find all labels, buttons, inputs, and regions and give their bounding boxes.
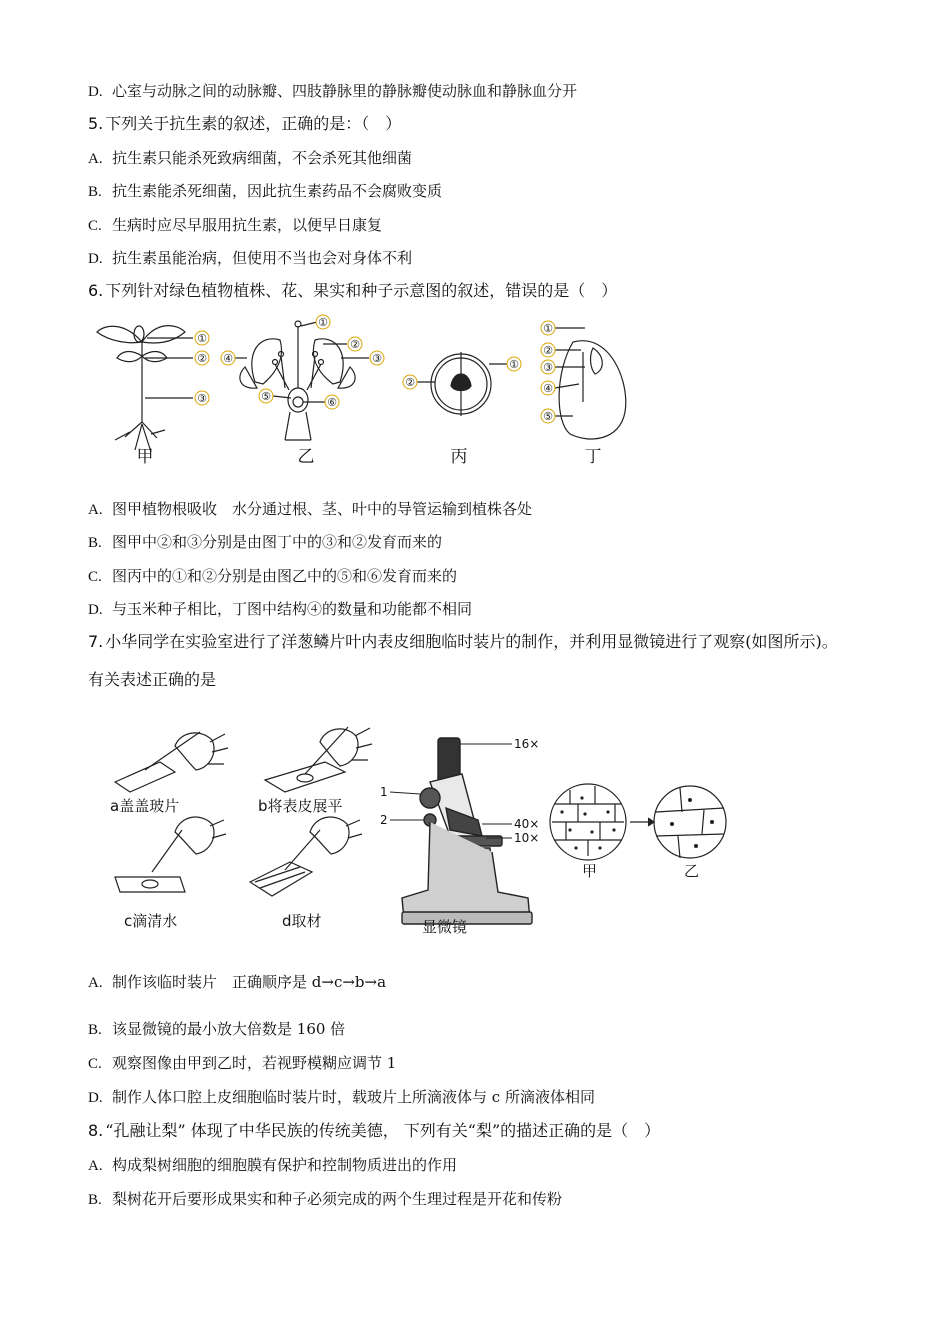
question-text: 下列关于抗生素的叙述，正确的是：（ ） [105, 114, 402, 133]
q6-plant-figure [85, 312, 645, 472]
q6-option-b [88, 532, 442, 553]
caption-bing: 丙 [450, 447, 468, 467]
option-text: 制作人体口腔上皮细胞临时装片时，载玻片上所滴液体与 c 所滴液体相同 [112, 1088, 595, 1106]
q7-stem-line2 [88, 670, 216, 690]
question-text: 下列针对绿色植物植株、花、果实和种子示意图的叙述，错误的是（ ） [105, 281, 618, 300]
option-label: D. [88, 251, 103, 267]
q7-option-a [88, 972, 386, 993]
flower-diagram [235, 321, 369, 440]
knob-1-label: 1 [380, 785, 388, 799]
option-label: A. [88, 975, 103, 991]
step-c-illustration [115, 817, 226, 892]
q8-option-a [88, 1155, 457, 1176]
q7-option-d [88, 1087, 595, 1108]
option-text: 构成梨树细胞的细胞膜有保护和控制物质进出的作用 [112, 1156, 458, 1174]
option-label: B. [88, 1022, 102, 1038]
step-b-label: b将表皮展平 [258, 797, 343, 815]
mark-1: ① [318, 316, 328, 329]
option-label: B. [88, 535, 102, 551]
option-text: 抗生素只能杀死致病细菌，不会杀死其他细菌 [112, 149, 413, 167]
view-jia [550, 784, 626, 860]
step-c-label: c滴清水 [124, 912, 178, 930]
option-label: B. [88, 184, 102, 200]
microscope-caption: 显微镜 [422, 918, 468, 936]
question-text: 有关表述正确的是 [88, 670, 217, 689]
question-text: “孔融让梨” 体现了中华民族的传统美德， 下列有关“梨”的描述正确的是（ ） [105, 1121, 661, 1140]
q7-stem [88, 632, 838, 652]
option-text: 图甲植物根吸收 水分通过根、茎、叶中的导管运输到植株各处 [112, 500, 533, 518]
caption-jia: 甲 [136, 447, 154, 467]
option-label: C. [88, 1056, 102, 1072]
q7-microscope-figure [100, 712, 740, 944]
option-text: 该显微镜的最小放大倍数是 160 倍 [112, 1020, 346, 1038]
step-d-illustration [250, 817, 362, 896]
mark-4: ④ [223, 352, 233, 365]
mark-2: ② [543, 344, 553, 357]
question-number: 8. [88, 1121, 104, 1140]
q5-stem [88, 114, 401, 134]
q5-option-d [88, 248, 412, 269]
step-a-illustration [115, 732, 228, 792]
q6-stem [88, 281, 617, 301]
view-caption-jia: 甲 [582, 862, 598, 880]
mark-3: ③ [372, 352, 382, 365]
microscope-illustration [402, 738, 532, 924]
mark-1: ① [509, 358, 519, 371]
option-text: 制作该临时装片 正确顺序是 d→c→b→a [112, 973, 387, 991]
option-label: D. [88, 84, 103, 100]
fruit-diagram [417, 352, 507, 416]
q7-option-b [88, 1019, 345, 1040]
view-caption-yi: 乙 [684, 862, 700, 880]
option-text: 图丙中的①和②分别是由图乙中的⑤和⑥发育而来的 [112, 567, 458, 585]
mark-2: ② [405, 376, 415, 389]
mark-1: ① [197, 332, 207, 345]
option-text: 梨树花开后要形成果实和种子必须完成的两个生理过程是开花和传粉 [112, 1190, 563, 1208]
mark-3: ③ [543, 361, 553, 374]
seed-diagram [555, 328, 626, 439]
option-label: A. [88, 502, 103, 518]
mark-1: ① [543, 322, 553, 335]
question-number: 7. [88, 632, 104, 651]
option-text: 心室与动脉之间的动脉瓣、四肢静脉里的静脉瓣使动脉血和静脉血分开 [112, 82, 578, 100]
mark-4: ④ [543, 382, 553, 395]
option-label: D. [88, 602, 103, 618]
q6-option-c [88, 566, 457, 587]
mark-2: ② [350, 338, 360, 351]
knob-2-label: 2 [380, 813, 388, 827]
option-label: D. [88, 1090, 103, 1106]
mark-6: ⑥ [327, 396, 337, 409]
q6-option-d [88, 599, 472, 620]
step-d-label: d取材 [282, 912, 322, 930]
mark-5: ⑤ [261, 390, 271, 403]
option-text: 生病时应尽早服用抗生素，以便早日康复 [112, 216, 383, 234]
q5-option-c [88, 215, 382, 236]
mark-5: ⑤ [543, 410, 553, 423]
q4-option-d [88, 81, 577, 102]
q8-option-b [88, 1189, 562, 1210]
question-number: 6. [88, 281, 104, 300]
question-text: 小华同学在实验室进行了洋葱鳞片叶内表皮细胞临时装片的制作，并利用显微镜进行了观察(如图所示)。 [105, 632, 838, 651]
option-label: B. [88, 1192, 102, 1208]
mark-2: ② [197, 352, 207, 365]
mark-3: ③ [197, 392, 207, 405]
option-label: C. [88, 569, 102, 585]
q8-stem [88, 1121, 660, 1141]
option-text: 图甲中②和③分别是由图丁中的③和②发育而来的 [112, 533, 443, 551]
option-label: C. [88, 218, 102, 234]
objective-low-label: 10× [514, 831, 540, 845]
eyepiece-label: 16× [514, 737, 540, 751]
q7-option-c [88, 1053, 396, 1074]
step-a-label: a盖盖玻片 [110, 797, 180, 815]
q5-option-b [88, 181, 442, 202]
option-label: A. [88, 151, 103, 167]
caption-ding: 丁 [584, 447, 602, 467]
option-text: 观察图像由甲到乙时，若视野模糊应调节 1 [112, 1054, 397, 1072]
view-yi [654, 786, 726, 858]
question-number: 5. [88, 114, 104, 133]
q6-option-a [88, 499, 532, 520]
caption-yi: 乙 [297, 447, 315, 467]
option-text: 与玉米种子相比，丁图中结构④的数量和功能都不相同 [112, 600, 473, 618]
objective-high-label: 40× [514, 817, 540, 831]
option-label: A. [88, 1158, 103, 1174]
step-b-illustration [265, 727, 372, 792]
q5-option-a [88, 148, 412, 169]
option-text: 抗生素能杀死细菌，因此抗生素药品不会腐败变质 [112, 182, 443, 200]
plant-diagram [97, 326, 193, 452]
option-text: 抗生素虽能治病，但使用不当也会对身体不利 [112, 249, 413, 267]
